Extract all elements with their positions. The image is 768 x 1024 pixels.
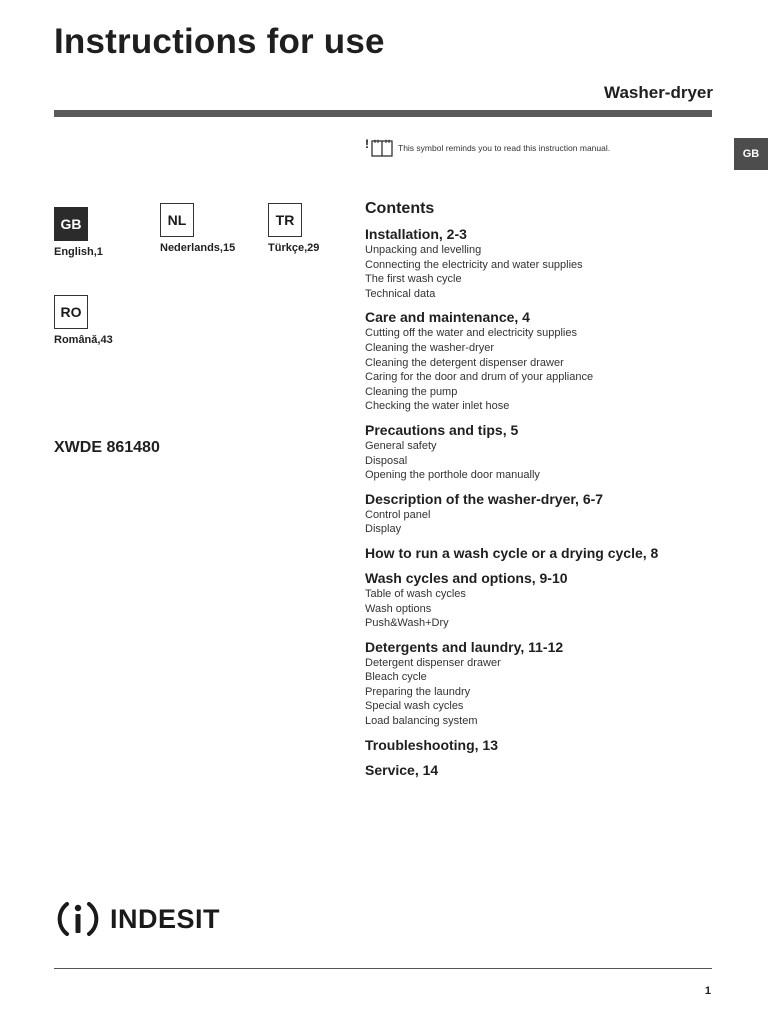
section-item: Technical data: [365, 287, 436, 300]
page-number: 1: [704, 985, 711, 997]
language-ro[interactable]: [54, 295, 113, 346]
language-name: Nederlands,15: [160, 242, 236, 254]
contents-sections: [365, 226, 715, 779]
contents-section: [365, 491, 715, 537]
section-item: Cleaning the washer-dryer: [365, 341, 495, 354]
language-name: Türkçe,29: [268, 242, 320, 254]
language-code: RO: [54, 295, 88, 329]
contents-section: [365, 737, 715, 754]
exclamation-mark: !: [365, 137, 369, 151]
manual-book-icon: [371, 139, 393, 157]
table-of-contents: [365, 200, 715, 787]
model-number: XWDE 861480: [54, 439, 160, 456]
section-item: Disposal: [365, 454, 408, 467]
header-divider: [54, 110, 712, 117]
section-item: Connecting the electricity and water supplies: [365, 258, 583, 271]
contents-section: [365, 639, 715, 729]
section-heading[interactable]: Troubleshooting, 13: [365, 736, 499, 753]
section-item: Unpacking and levelling: [365, 244, 482, 256]
language-code: GB: [54, 207, 88, 241]
contents-section: [365, 762, 715, 779]
section-heading[interactable]: Care and maintenance, 4: [365, 309, 530, 326]
section-item: Cutting off the water and electricity supplies: [365, 327, 577, 340]
section-item: Preparing the laundry: [365, 685, 471, 698]
language-name: English,1: [54, 246, 103, 258]
brand-logo: [54, 895, 220, 943]
section-item: Bleach cycle: [365, 671, 427, 684]
language-nl[interactable]: [160, 203, 235, 254]
section-item: Wash options: [365, 602, 432, 615]
section-heading[interactable]: Precautions and tips, 5: [365, 421, 519, 438]
page-title: Instructions for use: [54, 22, 385, 61]
contents-title: Contents: [365, 200, 435, 217]
contents-section: [365, 422, 715, 483]
section-item: Opening the porthole door manually: [365, 469, 540, 482]
section-item: Detergent dispenser drawer: [365, 656, 501, 669]
contents-section: [365, 545, 715, 562]
section-heading[interactable]: Description of the washer-dryer, 6-7: [365, 490, 604, 507]
section-heading[interactable]: Service, 14: [365, 761, 439, 778]
section-item: The first wash cycle: [365, 273, 462, 286]
section-item: General safety: [365, 439, 437, 452]
section-item: Display: [365, 523, 402, 536]
footer-divider: [54, 968, 712, 969]
section-item: Cleaning the pump: [365, 385, 458, 398]
notice-text: This symbol reminds you to read this instruction manual.: [398, 143, 611, 153]
section-item: Checking the water inlet hose: [365, 400, 510, 413]
section-item: Control panel: [365, 508, 431, 521]
section-item: Load balancing system: [365, 715, 478, 728]
manual-notice: [365, 139, 610, 157]
contents-section: [365, 309, 715, 414]
section-item: Caring for the door and drum of your appliance: [365, 371, 594, 384]
language-code: NL: [160, 203, 194, 237]
section-heading[interactable]: Installation, 2-3: [365, 226, 467, 242]
section-heading[interactable]: How to run a wash cycle or a drying cycle, 8: [365, 544, 659, 561]
language-gb[interactable]: [54, 207, 103, 258]
section-item: Cleaning the detergent dispenser drawer: [365, 356, 564, 369]
language-code: TR: [268, 203, 302, 237]
section-item: Push&Wash+Dry: [365, 617, 449, 630]
language-tr[interactable]: [268, 203, 319, 254]
brand-name: INDESIT: [110, 903, 221, 934]
contents-section: [365, 570, 715, 631]
section-item: Special wash cycles: [365, 700, 464, 713]
section-heading[interactable]: Detergents and laundry, 11-12: [365, 638, 564, 655]
section-item: Table of wash cycles: [365, 587, 466, 600]
language-side-tab: GB: [734, 138, 768, 170]
product-type: Washer-dryer: [604, 83, 713, 102]
indesit-logo-icon: [54, 895, 102, 943]
section-heading[interactable]: Wash cycles and options, 9-10: [365, 569, 568, 586]
language-name: Română,43: [54, 334, 113, 346]
contents-section: [365, 226, 715, 301]
